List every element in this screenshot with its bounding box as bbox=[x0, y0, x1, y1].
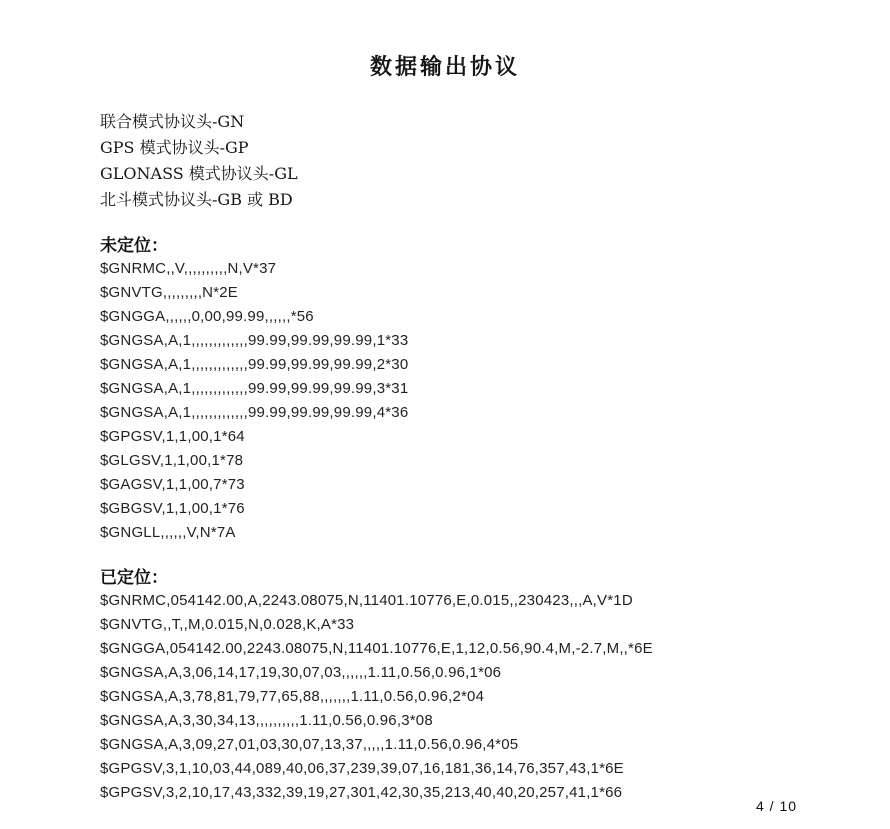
nmea-line: $GPGSV,3,2,10,17,43,332,39,19,27,301,42,30,35,213,40,40,20,257,41,1*66 bbox=[100, 784, 623, 801]
nmea-line: $GNGGA,054142.00,2243.08075,N,11401.10776,E,1,12,0.56,90.4,M,-2.7,M,,*6E bbox=[100, 640, 653, 657]
nmea-line: $GNGSA,A,3,09,27,01,03,30,07,13,37,,,,,1.11,0.56,0.96,4*05 bbox=[100, 736, 519, 753]
page-title: 数据输出协议 bbox=[369, 54, 520, 80]
protocol-header-list bbox=[100, 109, 298, 213]
nmea-line: $GNGSA,A,1,,,,,,,,,,,,,99.99,99.99,99.99,4*36 bbox=[100, 404, 409, 421]
nmea-line: $GNGSA,A,1,,,,,,,,,,,,,99.99,99.99,99.99,2*30 bbox=[100, 356, 409, 373]
nmea-line: $GNGSA,A,3,30,34,13,,,,,,,,,,1.11,0.56,0.96,3*08 bbox=[100, 712, 433, 729]
nmea-line: $GNGGA,,,,,,0,00,99.99,,,,,,*56 bbox=[100, 308, 314, 325]
nmea-line: $GNVTG,,T,,M,0.015,N,0.028,K,A*33 bbox=[100, 616, 355, 633]
nmea-line: $GBGSV,1,1,00,1*76 bbox=[100, 500, 245, 517]
nmea-block-unpositioned bbox=[100, 257, 408, 545]
nmea-block-positioned bbox=[100, 589, 653, 805]
page-number: 4 / 10 bbox=[756, 798, 798, 814]
nmea-line: $GAGSV,1,1,00,7*73 bbox=[100, 476, 245, 493]
nmea-line: $GLGSV,1,1,00,1*78 bbox=[100, 452, 244, 469]
protocol-header-line: GLONASS 模式协议头-GL bbox=[100, 164, 298, 183]
section-heading-unpositioned: 未定位： bbox=[100, 236, 168, 256]
protocol-header-line: 联合模式协议头-GN bbox=[100, 112, 245, 131]
nmea-line: $GNGSA,A,1,,,,,,,,,,,,,99.99,99.99,99.99,1*33 bbox=[100, 332, 409, 349]
nmea-line: $GNGLL,,,,,,V,N*7A bbox=[100, 524, 236, 541]
nmea-line: $GNRMC,,V,,,,,,,,,,N,V*37 bbox=[100, 260, 277, 277]
protocol-header-line: GPS 模式协议头-GP bbox=[100, 138, 249, 157]
nmea-line: $GNGSA,A,1,,,,,,,,,,,,,99.99,99.99,99.99,3*31 bbox=[100, 380, 409, 397]
nmea-line: $GNGSA,A,3,78,81,79,77,65,88,,,,,,,1.11,0.56,0.96,2*04 bbox=[100, 688, 485, 705]
nmea-line: $GPGSV,3,1,10,03,44,089,40,06,37,239,39,07,16,181,36,14,76,357,43,1*6E bbox=[100, 760, 624, 777]
nmea-line: $GNVTG,,,,,,,,,N*2E bbox=[100, 284, 239, 301]
nmea-line: $GPGSV,1,1,00,1*64 bbox=[100, 428, 245, 445]
nmea-line: $GNGSA,A,3,06,14,17,19,30,07,03,,,,,,1.11,0.56,0.96,1*06 bbox=[100, 664, 502, 681]
section-heading-positioned: 已定位： bbox=[100, 568, 168, 588]
protocol-header-line: 北斗模式协议头-GB 或 BD bbox=[100, 190, 293, 209]
nmea-line: $GNRMC,054142.00,A,2243.08075,N,11401.10776,E,0.015,,230423,,,A,V*1D bbox=[100, 592, 633, 609]
